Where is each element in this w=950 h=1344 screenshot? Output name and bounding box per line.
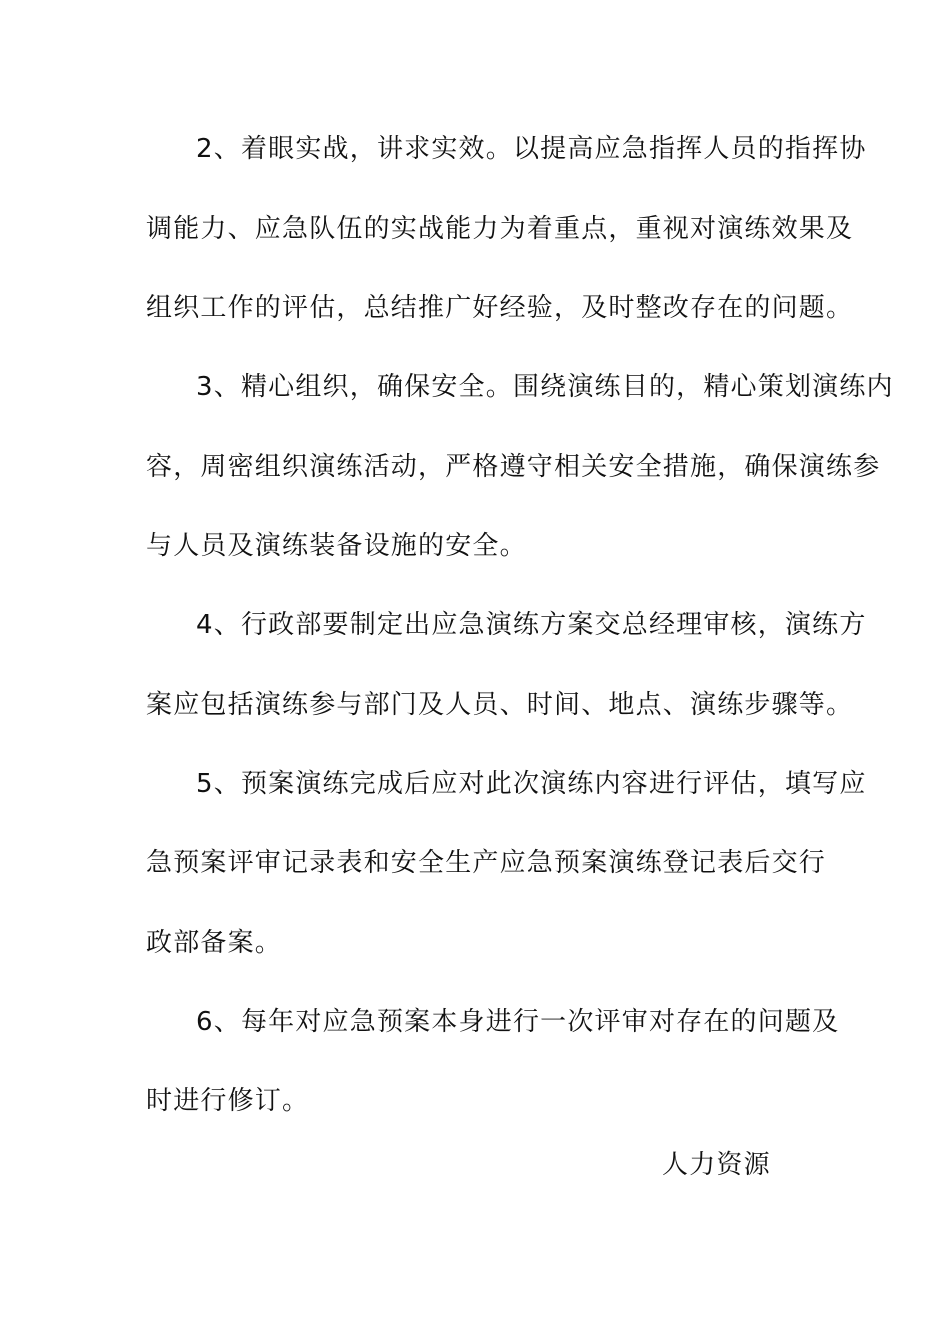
item-6-line-1: 6、每年对应急预案本身进行一次评审对存在的问题及	[196, 1007, 840, 1037]
item-5-line-1: 5、预案演练完成后应对此次演练内容进行评估，填写应	[196, 769, 867, 799]
item-4-line-2: 案应包括演练参与部门及人员、时间、地点、演练步骤等。	[146, 690, 854, 720]
item-2-line-3: 组织工作的评估，总结推广好经验，及时整改存在的问题。	[146, 293, 854, 323]
signature-department: 人力资源	[662, 1150, 771, 1180]
item-4-line-1: 4、行政部要制定出应急演练方案交总经理审核，演练方	[196, 610, 867, 640]
item-2-line-2: 调能力、应急队伍的实战能力为着重点，重视对演练效果及	[146, 214, 854, 244]
item-2-line-1: 2、着眼实战，讲求实效。以提高应急指挥人员的指挥协	[196, 134, 867, 164]
item-3-line-2: 容，周密组织演练活动，严格遵守相关安全措施，确保演练参	[146, 452, 881, 482]
item-5-line-3: 政部备案。	[146, 928, 283, 958]
item-3-line-3: 与人员及演练装备设施的安全。	[146, 531, 527, 561]
item-3-line-1: 3、精心组织，确保安全。围绕演练目的，精心策划演练内	[196, 372, 894, 402]
item-5-line-2: 急预案评审记录表和安全生产应急预案演练登记表后交行	[146, 848, 827, 878]
item-6-line-2: 时进行修订。	[146, 1086, 310, 1116]
